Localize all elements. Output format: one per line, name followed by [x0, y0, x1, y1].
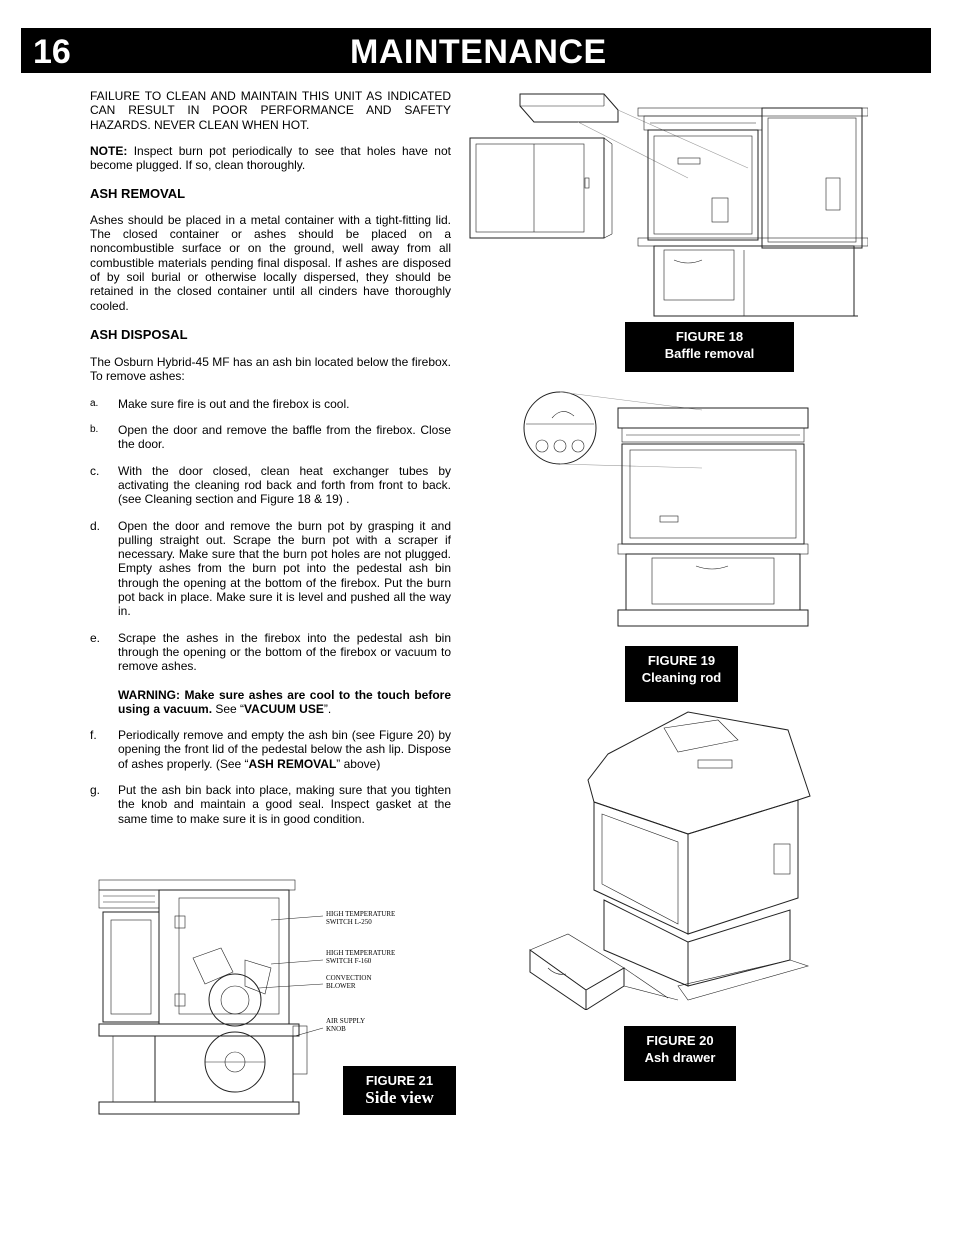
list-text: Open the door and remove the baffle from the firebox. Close the door.	[118, 423, 451, 452]
instruction-column	[90, 89, 451, 826]
list-marker: g.	[90, 782, 101, 797]
figure-19-drawing	[522, 388, 812, 632]
figure-19-caption	[625, 646, 738, 702]
note-text: Inspect burn pot periodically to see that holes have not become plugged. If so, clean thoroughly.	[90, 143, 451, 173]
ash-removal-body: Ashes should be placed in a metal container with a tight-fitting lid. The closed container or ashes should be placed on a noncombustible surface or on the ground, well away from all combustible materials pending final disposal. If ashes are disposed of by soil burial or otherwise locally dispersed, they should be retained in the closed container until all cinders have thoroughly cooled.	[90, 212, 451, 313]
ash-removal-heading: ASH REMOVAL	[90, 186, 186, 202]
list-marker: a.	[90, 397, 99, 409]
figure-21-title: Side view	[365, 1088, 434, 1107]
list-marker: e.	[90, 630, 101, 645]
vacuum-warning: WARNING: Make sure ashes are cool to the touch before using a vacuum. See “VACUUM USE”.	[118, 687, 451, 716]
figure-21-caption	[343, 1066, 456, 1115]
figure-21-drawing	[95, 876, 325, 1118]
figure-18-label: FIGURE 18	[675, 329, 744, 344]
ash-removal-reference: ASH REMOVAL	[248, 756, 337, 771]
callout-high-temp-switch-l250: HIGH TEMPERATURE SWITCH L-250	[326, 910, 396, 926]
intro-note	[90, 144, 451, 173]
callout-high-temp-switch-f160: HIGH TEMPERATURE SWITCH F-160	[326, 949, 396, 965]
list-marker: b.	[90, 424, 99, 436]
list-item	[90, 464, 451, 507]
vacuum-use-reference: VACUUM USE	[244, 701, 324, 716]
page-title: MAINTENANCE	[350, 33, 607, 71]
list-marker: c.	[90, 463, 100, 478]
list-item	[90, 519, 451, 619]
list-text: Scrape the ashes in the firebox into the pedestal ash bin through the opening or the bottom of the firebox or vacuum to remove ashes.	[118, 630, 451, 674]
ash-disposal-heading: ASH DISPOSAL	[90, 326, 188, 342]
page-number: 16	[33, 33, 71, 71]
list-text: With the door closed, clean heat exchanger tubes by activating the cleaning rod back and forth from front to back. (see Cleaning section and Figure 18 & 19) .	[118, 463, 451, 507]
page-header	[21, 28, 931, 73]
figure-19-title: Cleaning rod	[641, 670, 722, 685]
figure-19-label: FIGURE 19	[647, 653, 716, 668]
figure-20-label: FIGURE 20	[646, 1033, 714, 1048]
list-item	[90, 631, 451, 716]
list-item: f. Periodically remove and empty the ash bin (see Figure 20) by opening the front lid of the pedestal below the ash lip. Dispose of ashes properly. (See “ASH REMOVAL” above)	[90, 728, 451, 771]
figure-20-caption	[624, 1026, 736, 1081]
figure-20-drawing	[528, 710, 838, 1010]
list-text: Put the ash bin back into place, making sure that you tighten the knob and maintain a good seal. Inspect gasket at the same time to make sure it is in good condition.	[118, 782, 451, 826]
note-label: NOTE:	[90, 143, 128, 158]
list-marker: d.	[90, 518, 101, 533]
callout-convection-blower: CONVECTION BLOWER	[326, 974, 372, 990]
list-item	[90, 423, 451, 452]
list-item	[90, 397, 451, 411]
figure-18-drawing	[468, 88, 868, 320]
list-text: Open the door and remove the burn pot by grasping it and pulling straight out. Scrape the burn pot with a scraper if necessary. Make sure that the burn pot holes are not plugged. Empty ashes from the burn pot into the pedestal ash bin through the opening at the bottom of the firebox. Put the burn pot back in place. Make sure it is level and pushed all the way in.	[118, 518, 451, 619]
figure-18-title: Baffle removal	[664, 346, 755, 361]
figure-21-label: FIGURE 21	[365, 1073, 434, 1088]
callout-air-supply-knob: AIR SUPPLY KNOB	[326, 1017, 365, 1033]
ash-disposal-intro: The Osburn Hybrid-45 MF has an ash bin located below the firebox. To remove ashes:	[90, 355, 451, 384]
list-item	[90, 783, 451, 826]
figure-20-title: Ash drawer	[644, 1050, 716, 1065]
list-marker: f.	[90, 728, 97, 743]
intro-warning: FAILURE TO CLEAN AND MAINTAIN THIS UNIT AS INDICATED CAN RESULT IN POOR PERFORMANCE AND SAFETY HAZARDS. NEVER CLEAN WHEN HOT.	[90, 89, 451, 132]
list-text: Make sure fire is out and the firebox is cool.	[118, 396, 350, 411]
figure-18-caption	[625, 322, 794, 372]
vacuum-warning-bold: WARNING: Make sure ashes are cool to the touch before using a vacuum.	[118, 687, 451, 716]
